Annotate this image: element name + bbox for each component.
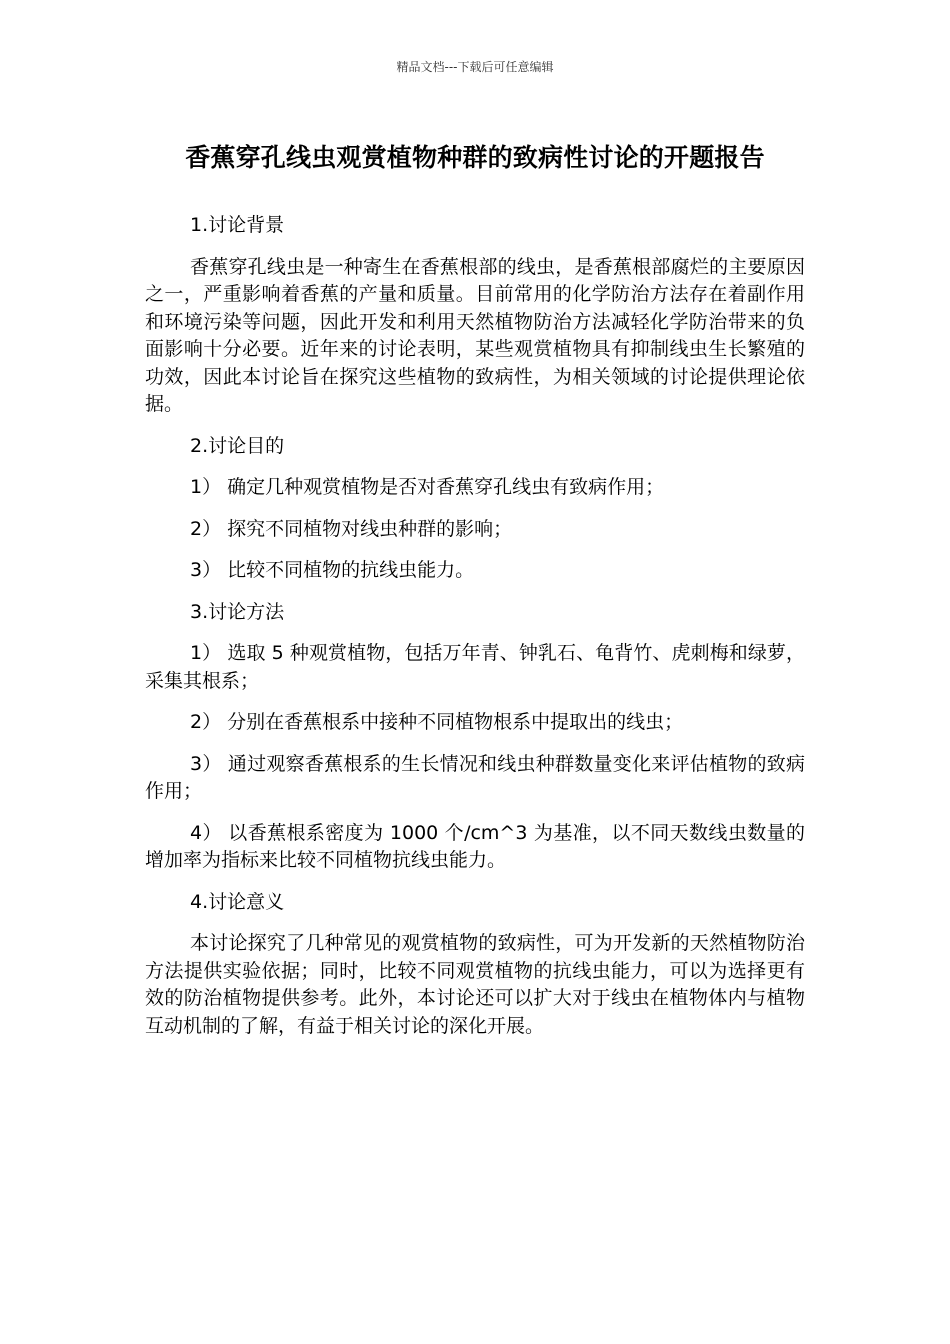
section-heading-background: 1.讨论背景 bbox=[190, 214, 285, 236]
section-heading-objectives: 2.讨论目的 bbox=[190, 434, 285, 457]
objective-item-3: 3） 比较不同植物的抗线虫能力。 bbox=[190, 559, 475, 581]
method-item-1: 1） 选取 5 种观赏植物，包括万年青、钟乳石、龟背竹、虎刺梅和绿萝，采集其根系； bbox=[145, 642, 805, 692]
method-item-3: 3） 通过观察香蕉根系的生长情况和线虫种群数量变化来评估植物的致病作用； bbox=[145, 752, 805, 802]
objective-item-2: 2） 探究不同植物对线虫种群的影响； bbox=[190, 517, 513, 540]
document-title: 香蕉穿孔线虫观赏植物种群的致病性讨论的开题报告 bbox=[185, 143, 765, 172]
section-heading-methods: 3.讨论方法 bbox=[190, 600, 285, 623]
objective-item-1: 1） 确定几种观赏植物是否对香蕉穿孔线虫有致病作用； bbox=[190, 476, 665, 498]
significance-paragraph: 本讨论探究了几种常见的观赏植物的致病性，可为开发新的天然植物防治方法提供实验依据；同时，比较不同观赏植物的抗线虫能力，可以为选择更有效的防治植物提供参考。此外，本讨论还可以扩大对于线虫在植物体内与植物互动机制的了解，有益于相关讨论的深化开展。 bbox=[145, 932, 805, 1037]
document-body bbox=[145, 212, 805, 1054]
section-heading-significance: 4.讨论意义 bbox=[190, 890, 285, 913]
method-item-2: 2） 分别在香蕉根系中接种不同植物根系中提取出的线虫； bbox=[190, 711, 684, 733]
method-item-4: 4） 以香蕉根系密度为 1000 个/cm^3 为基准，以不同天数线虫数量的增加率为指标来比较不同植物抗线虫能力。 bbox=[145, 821, 805, 871]
header-note: 精品文档---下载后可任意编辑 bbox=[396, 60, 554, 74]
background-paragraph: 香蕉穿孔线虫是一种寄生在香蕉根部的线虫，是香蕉根部腐烂的主要原因之一，严重影响着香蕉的产量和质量。目前常用的化学防治方法存在着副作用和环境污染等问题，因此开发和利用天然植物防治方法减轻化学防治带来的负面影响十分必要。近年来的讨论表明，某些观赏植物具有抑制线虫生长繁殖的功效，因此本讨论旨在探究这些植物的致病性，为相关领域的讨论提供理论依据。 bbox=[145, 255, 805, 415]
